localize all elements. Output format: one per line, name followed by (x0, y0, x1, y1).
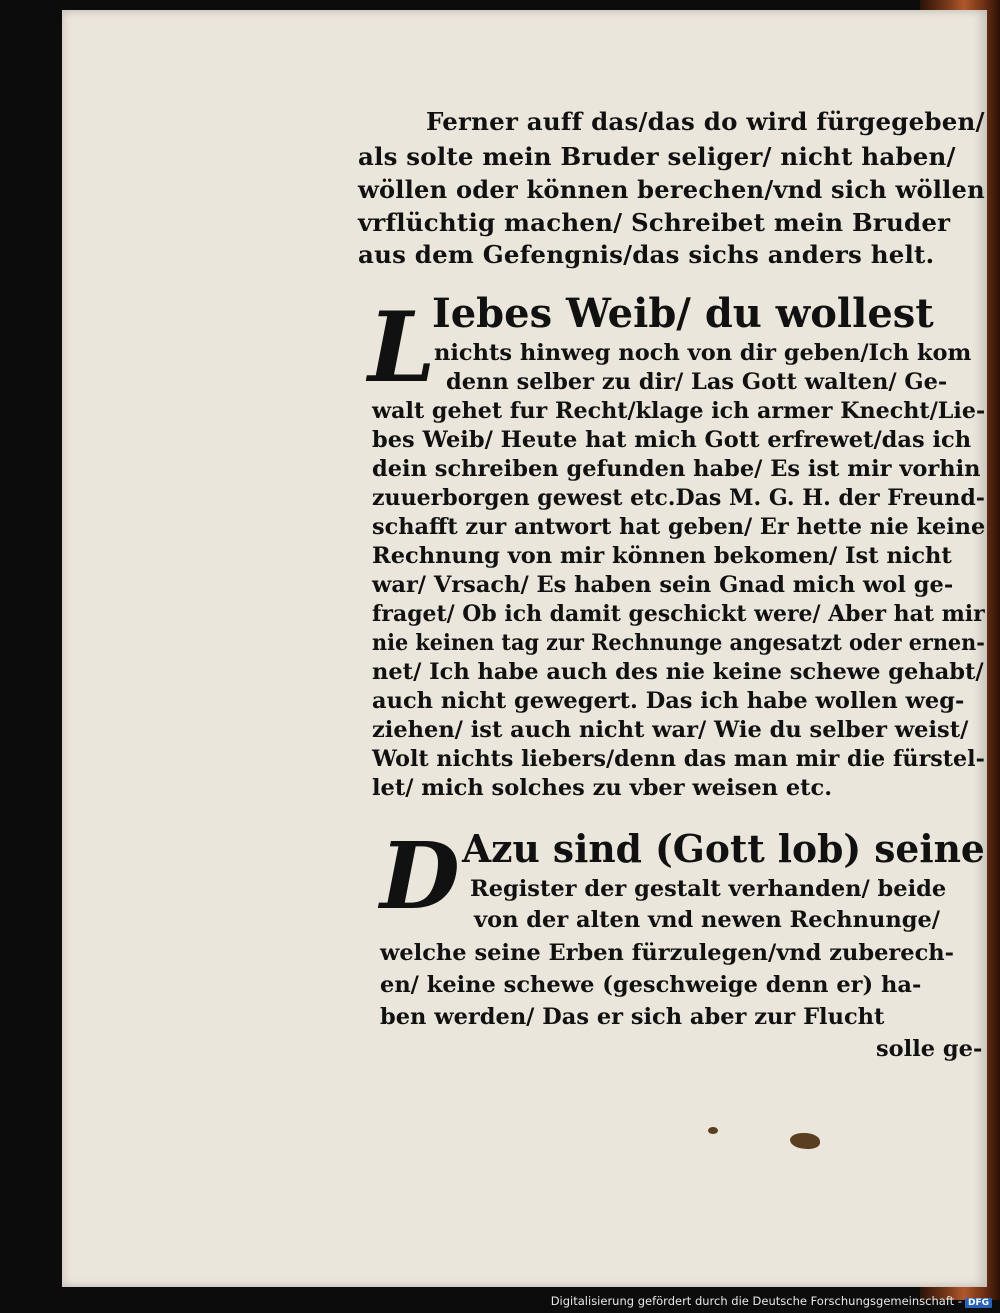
text-line: en/ keine schewe (geschweige denn er) ha- (380, 972, 922, 998)
text-line: fraget/ Ob ich damit geschickt were/ Aber hat mir (372, 601, 985, 627)
section-heading: Azu sind (Gott lob) seine (462, 826, 985, 871)
decorated-initial: L (368, 291, 436, 404)
text-line: net/ Ich habe auch des nie keine schewe gehabt/ (372, 659, 984, 685)
text-line: bes Weib/ Heute hat mich Gott erfrewet/das ich (372, 427, 972, 453)
text-line: nichts hinweg noch von dir geben/Ich kom (434, 340, 972, 366)
text-line: Register der gestalt verhanden/ beide (470, 876, 947, 902)
text-line: ben werden/ Das er sich aber zur Flucht (380, 1004, 885, 1030)
text-line: let/ mich solches zu vber weisen etc. (372, 775, 833, 801)
decorated-initial: D (380, 822, 460, 930)
text-line: von der alten vnd newen Rechnunge/ (474, 907, 940, 933)
credit-text: Digitalisierung gefördert durch die Deutsche Forschungsgemeinschaft - (550, 1294, 962, 1308)
text-line: walt gehet fur Recht/klage ich armer Knecht/Lie- (372, 398, 986, 424)
text-line: wöllen oder können berechen/vnd sich wöllen (358, 175, 985, 204)
text-line: ziehen/ ist auch nicht war/ Wie du selber weist/ (372, 717, 969, 743)
text-line: Rechnung von mir können bekomen/ Ist nicht (372, 543, 952, 569)
section-heading: Iebes Weib/ du wollest (432, 290, 934, 337)
text-line: denn selber zu dir/ Las Gott walten/ Ge- (446, 369, 948, 395)
ink-spot (708, 1127, 718, 1134)
text-line: dein schreiben gefunden habe/ Es ist mir vorhin (372, 456, 981, 482)
text-line: war/ Vrsach/ Es haben sein Gnad mich wol ge- (372, 572, 954, 598)
digitization-credit (551, 1294, 992, 1308)
text-line: Wolt nichts liebers/denn das man mir die fürstel- (372, 746, 985, 772)
text-line: als solte mein Bruder seliger/ nicht haben/ (358, 142, 956, 171)
text-line: zuuerborgen gewest etc.Das M. G. H. der Freund- (372, 485, 985, 511)
text-line: auch nicht gewegert. Das ich habe wollen weg- (372, 688, 965, 714)
text-line: aus dem Gefengnis/das sichs anders helt. (358, 240, 935, 269)
catchword: solle ge- (876, 1036, 983, 1062)
text-line: vrflüchtig machen/ Schreibet mein Bruder (358, 208, 951, 237)
dfg-logo: DFG (965, 1298, 992, 1308)
text-line: Ferner auff das/das do wird fürgegeben/ (426, 107, 985, 136)
text-line: welche seine Erben fürzulegen/vnd zuberech- (380, 940, 954, 966)
text-line: nie keinen tag zur Rechnunge angesatzt oder ernen- (372, 630, 985, 656)
text-line: schafft zur antwort hat geben/ Er hette nie keine (372, 514, 986, 540)
